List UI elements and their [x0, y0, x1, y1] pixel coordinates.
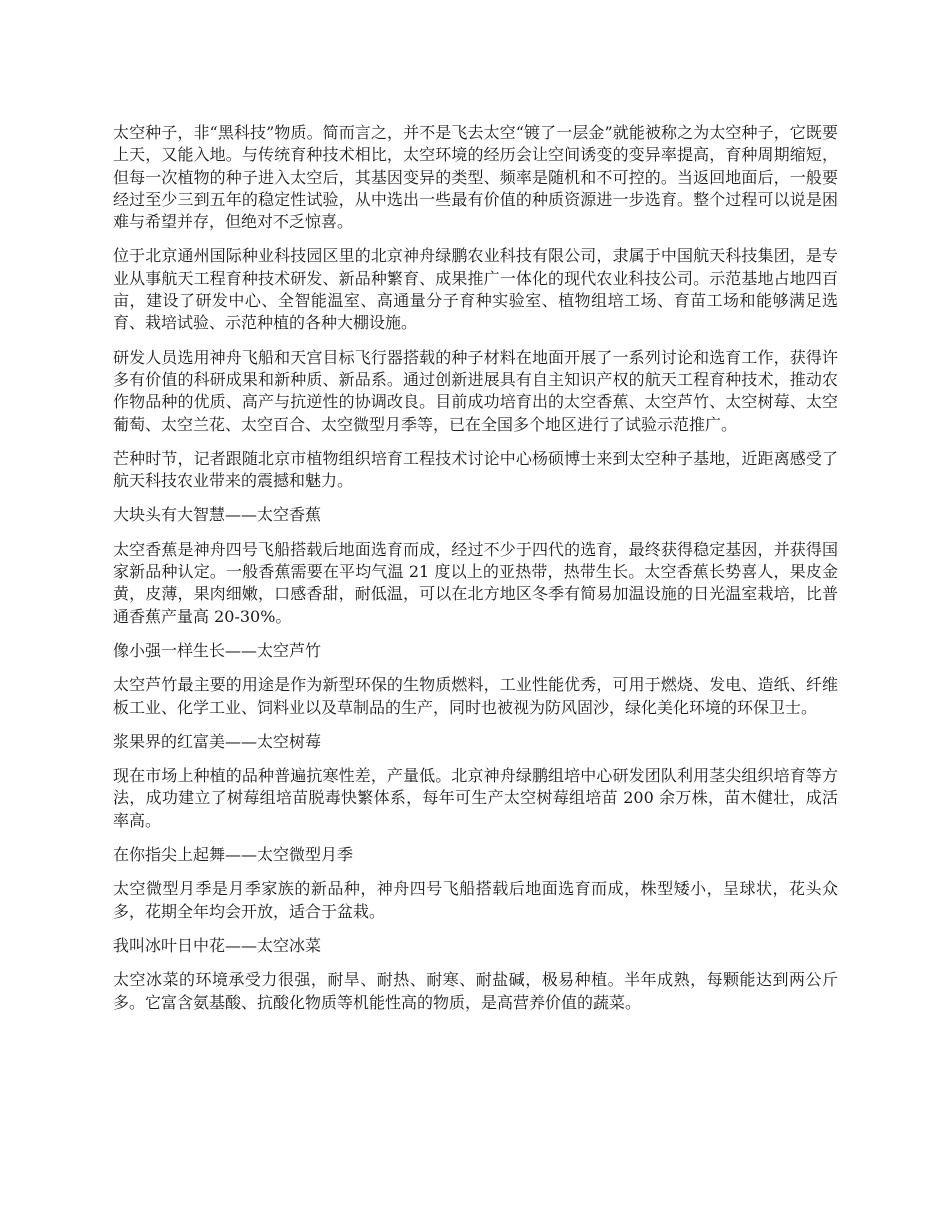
section-heading-banana: 大块头有大智慧——太空香蕉 — [113, 505, 322, 525]
paragraph-intro: 太空种子，非“黑科技”物质。简而言之，并不是飞去太空“镀了一层金”就能被称之为太空种子，它既要上天，又能入地。与传统育种技术相比，太空环境的经历会让空间诱变的变异率提高，育种周期缩短，但每一次植物的种子进入太空后，其基因变异的类型、频率是随机和不可控的。当返回地面后，一般要经过至少三到五年的稳定性试验，从中选出一些最有价值的种质资源进一步选育。整个过程可以说是困难与希望并存，但绝对不乏惊喜。 — [113, 123, 838, 232]
paragraph-visit: 芒种时节，记者跟随北京市植物组织培育工程技术讨论中心杨硕博士来到太空种子基地，近距离感受了航天科技农业带来的震撼和魅力。 — [113, 448, 838, 491]
paragraph-research: 研发人员选用神舟飞船和天宫目标飞行器搭载的种子材料在地面开展了一系列讨论和选育工作，获得许多有价值的科研成果和新种质、新品系。通过创新进展具有自主知识产权的航天工程育种技术，推动农作物品种的优质、高产与抗逆性的协调改良。目前成功培育出的太空香蕉、太空芦竹、太空树莓、太空葡萄、太空兰花、太空百合、太空微型月季等，已在全国多个地区进行了试验示范推广。 — [113, 347, 838, 434]
paragraph-rose: 太空微型月季是月季家族的新品种，神舟四号飞船搭载后地面选育而成，株型矮小，呈球状，花头众多，花期全年均会开放，适合于盆栽。 — [113, 879, 838, 921]
paragraph-reed: 太空芦竹最主要的用途是作为新型环保的生物质燃料，工业性能优秀，可用于燃烧、发电、造纸、纤维板工业、化学工业、饲料业以及草制品的生产，同时也被视为防风固沙，绿化美化环境的环保卫士。 — [113, 675, 838, 717]
article-body — [113, 122, 838, 1026]
paragraph-raspberry: 现在市场上种植的品种普遍抗寒性差，产量低。北京神舟绿鹏组培中心研发团队利用茎尖组织培育等方法，成功建立了树莓组培苗脱毒快繁体系，每年可生产太空树莓组培苗 200 余万株，苗木健壮，成活率高。 — [113, 766, 838, 830]
section-heading-rose: 在你指尖上起舞——太空微型月季 — [113, 845, 354, 865]
section-heading-raspberry: 浆果界的红富美——太空树莓 — [113, 731, 322, 751]
section-heading-reed: 像小强一样生长——太空芦竹 — [113, 640, 322, 660]
paragraph-iceplant: 太空冰菜的环境承受力很强，耐旱、耐热、耐寒、耐盐碱，极易种植。半年成熟，每颗能达到两公斤多。它富含氨基酸、抗酸化物质等机能性高的物质，是高营养价值的蔬菜。 — [113, 970, 838, 1012]
paragraph-company: 位于北京通州国际种业科技园区里的北京神舟绿鹏农业科技有限公司，隶属于中国航天科技集团，是专业从事航天工程育种技术研发、新品种繁育、成果推广一体化的现代农业科技公司。示范基地占地四百亩，建设了研发中心、全智能温室、高通量分子育种实验室、植物组培工场、育苗工场和能够满足选育、栽培试验、示范种植的各种大棚设施。 — [113, 246, 838, 333]
section-heading-iceplant: 我叫冰叶日中花——太空冰菜 — [113, 935, 322, 955]
paragraph-banana: 太空香蕉是神舟四号飞船搭载后地面选育而成，经过不少于四代的选育，最终获得稳定基因，并获得国家新品种认定。一般香蕉需要在平均气温 21 度以上的亚热带，热带生长。太空香蕉长势喜人，果皮金黄，皮薄，果肉细嫩，口感香甜，耐低温，可以在北方地区冬季有简易加温设施的日光温室栽培，比普通香蕉产量高 20-30%。 — [113, 539, 838, 626]
